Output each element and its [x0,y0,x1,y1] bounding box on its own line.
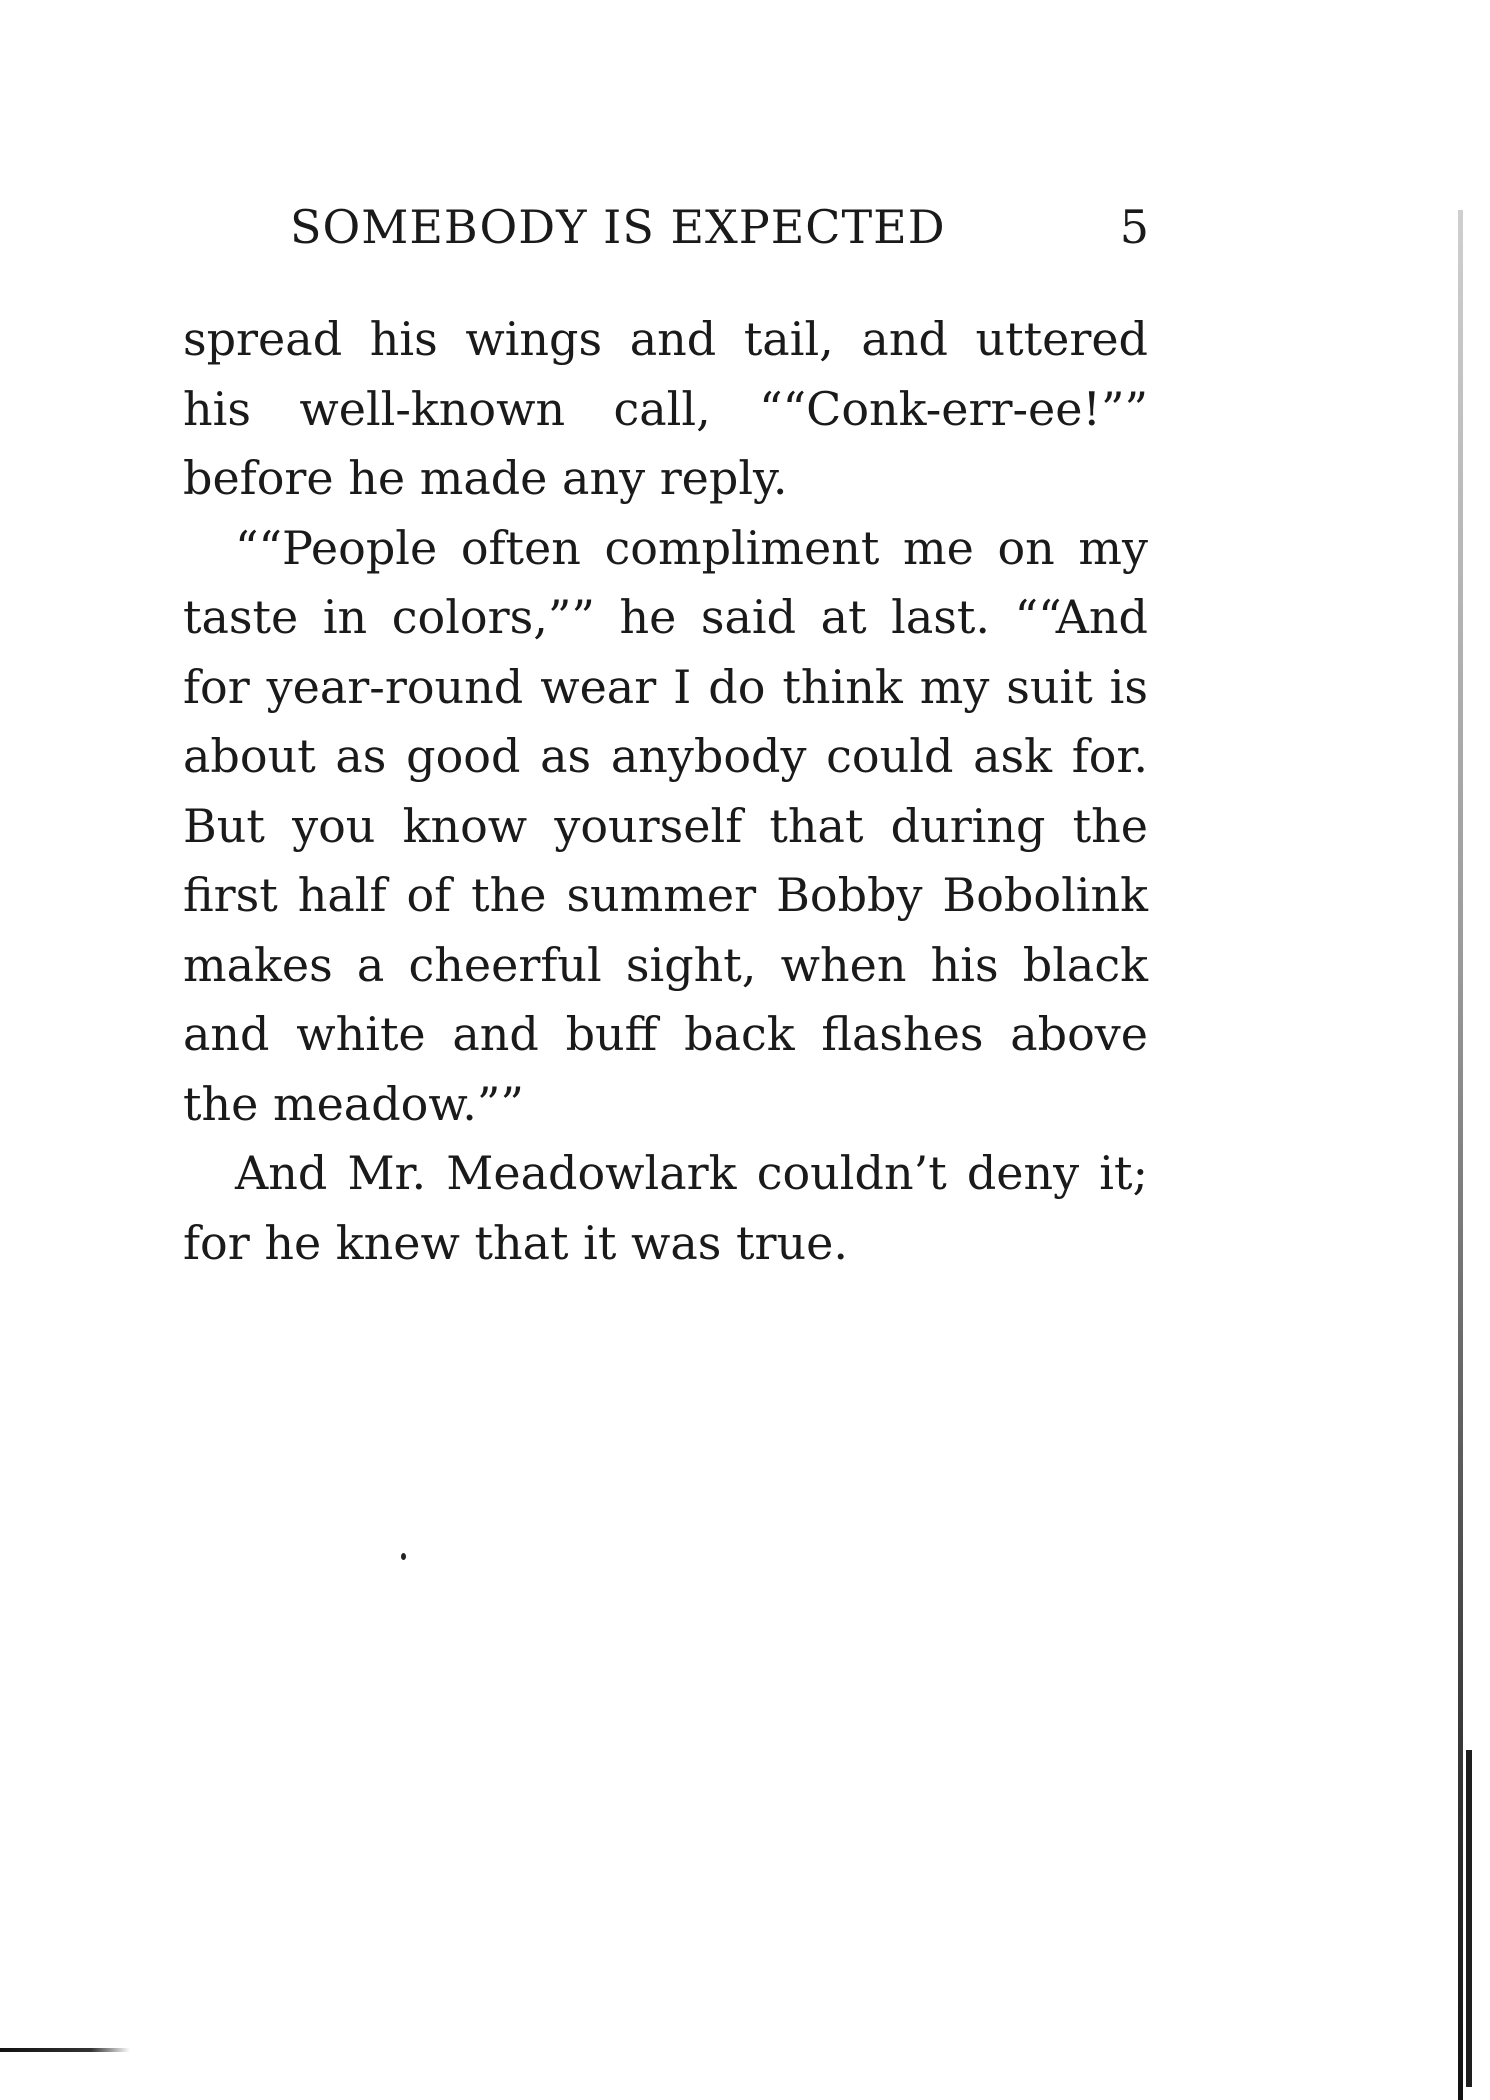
page-number: 5 [1119,200,1150,254]
paragraph-2: ““People often compliment me on my taste in colors,”” he said at last. ““And for year-round wear I do think my suit is about as good as anybody could ask for. But you know yourself that during the first half of the summer Bobby Bobolink makes a cheerful sight, when his black and white and buff back flashes above the meadow.”” [183,520,1148,1131]
page-spine-shadow [1458,210,1463,2100]
running-title: SOMEBODY IS EXPECTED [290,200,946,254]
running-head [290,200,1150,270]
page-spine-edge [1466,1750,1472,2087]
paragraph-3: And Mr. Meadowlark couldn’t deny it; for he knew that it was true. [183,1146,1148,1270]
paragraph-1: spread his wings and tail, and uttered his well-known call, ““Conk-err-ee!”” before he made any reply. [183,312,1148,505]
ink-speck [401,1553,406,1560]
body-text [183,305,1148,1278]
scan-corner-mark [0,2048,130,2052]
